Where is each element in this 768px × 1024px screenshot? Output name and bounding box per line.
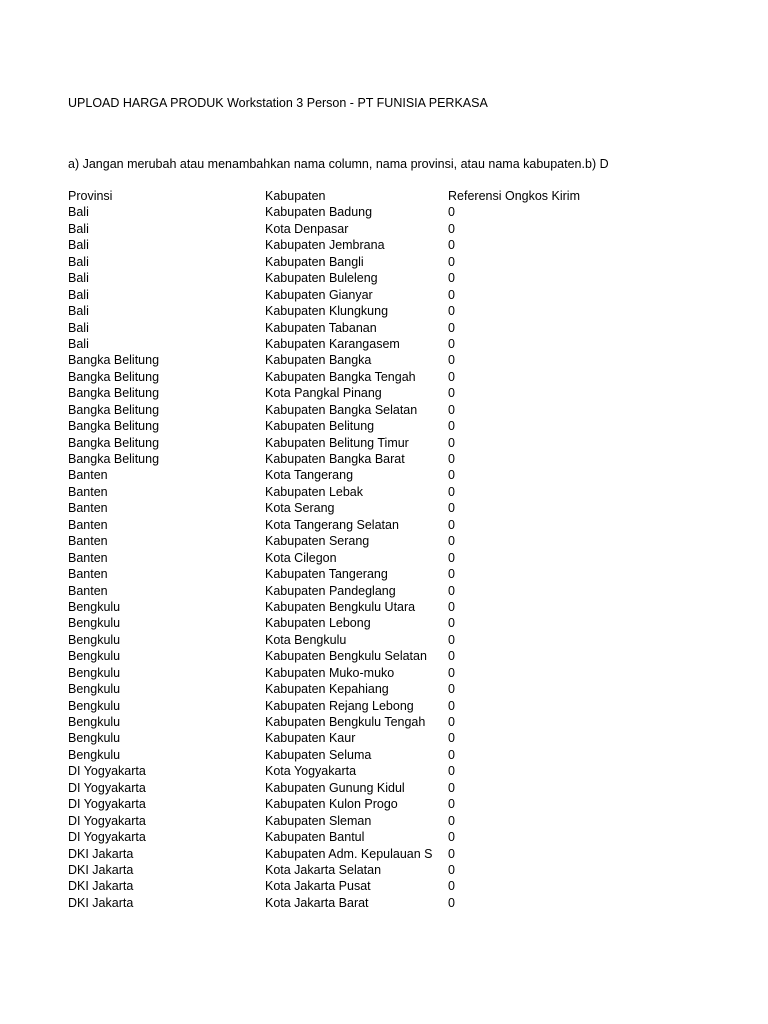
cell-provinsi: Bengkulu [68,698,121,713]
cell-ongkos-kirim: 0 [448,353,455,368]
cell-kabupaten: Kabupaten Bengkulu Tengah [265,715,426,729]
cell-provinsi: Bali [68,238,89,253]
cell-ongkos-kirim: 0 [448,336,455,351]
cell-ongkos-kirim: 0 [448,517,455,532]
table-row [68,484,608,500]
cell-kabupaten: Kabupaten Pandeglang [265,583,396,598]
cell-kabupaten: Kabupaten Bangka Barat [265,452,405,466]
cell-ongkos-kirim: 0 [448,830,455,845]
cell-provinsi: Banten [68,534,108,549]
table-row [68,681,608,697]
shipping-table [68,188,608,911]
cell-provinsi: Bengkulu [68,665,121,680]
table-row [68,369,608,385]
cell-ongkos-kirim: 0 [448,649,455,664]
cell-ongkos-kirim: 0 [448,304,455,319]
cell-ongkos-kirim: 0 [448,780,455,795]
cell-ongkos-kirim: 0 [448,402,455,417]
instruction-note: a) Jangan merubah atau menambahkan nama column, nama provinsi, atau nama kabupaten.b) D [68,157,609,171]
table-row [68,648,608,664]
cell-provinsi: DKI Jakarta [68,846,134,861]
cell-kabupaten: Kabupaten Bengkulu Utara [265,599,416,614]
table-row [68,632,608,648]
cell-kabupaten: Kabupaten Bangli [265,254,364,269]
table-row [68,599,608,615]
cell-provinsi: Bengkulu [68,649,121,664]
cell-ongkos-kirim: 0 [448,682,455,697]
table-row [68,336,608,352]
cell-provinsi: Bali [68,336,89,351]
table-row [68,517,608,533]
cell-ongkos-kirim: 0 [448,221,455,236]
cell-kabupaten: Kabupaten Gunung Kidul [265,780,405,795]
cell-ongkos-kirim: 0 [448,468,455,483]
cell-provinsi: DKI Jakarta [68,879,134,894]
cell-provinsi: DI Yogyakarta [68,797,146,812]
cell-ongkos-kirim: 0 [448,550,455,565]
cell-ongkos-kirim: 0 [448,254,455,269]
cell-ongkos-kirim: 0 [448,484,455,499]
cell-provinsi: Bali [68,320,89,335]
cell-kabupaten: Kota Denpasar [265,221,349,236]
cell-provinsi: Bangka Belitung [68,435,160,450]
table-header-row [68,188,608,204]
document-title: UPLOAD HARGA PRODUK Workstation 3 Person - PT FUNISIA PERKASA [68,96,488,110]
cell-kabupaten: Kabupaten Bangka [265,353,372,368]
cell-ongkos-kirim: 0 [448,534,455,549]
cell-ongkos-kirim: 0 [448,665,455,680]
cell-kabupaten: Kabupaten Kepahiang [265,682,389,697]
header-kabupaten: Kabupaten [265,189,326,203]
table-row [68,730,608,746]
cell-kabupaten: Kota Bengkulu [265,632,347,647]
cell-kabupaten: Kota Cilegon [265,550,337,565]
table-row [68,435,608,451]
table-row [68,878,608,894]
table-row [68,895,608,911]
cell-kabupaten: Kabupaten Rejang Lebong [265,698,414,713]
table-row [68,698,608,714]
cell-ongkos-kirim: 0 [448,567,455,582]
cell-kabupaten: Kota Yogyakarta [265,764,357,779]
cell-kabupaten: Kabupaten Serang [265,534,370,549]
cell-kabupaten: Kabupaten Bangka Tengah [265,369,416,384]
cell-provinsi: Bengkulu [68,616,121,631]
cell-kabupaten: Kabupaten Adm. Kepulauan S [265,846,433,861]
table-row [68,747,608,763]
table-row [68,550,608,566]
cell-kabupaten: Kota Serang [265,501,335,516]
cell-provinsi: Banten [68,468,108,483]
cell-ongkos-kirim: 0 [448,698,455,713]
cell-ongkos-kirim: 0 [448,599,455,614]
cell-kabupaten: Kota Pangkal Pinang [265,386,382,401]
cell-kabupaten: Kabupaten Buleleng [265,271,378,286]
cell-kabupaten: Kabupaten Tangerang [265,567,388,582]
cell-provinsi: Bengkulu [68,632,121,647]
cell-provinsi: DKI Jakarta [68,862,134,877]
cell-kabupaten: Kabupaten Muko-muko [265,665,395,680]
cell-ongkos-kirim: 0 [448,238,455,253]
cell-ongkos-kirim: 0 [448,747,455,762]
cell-ongkos-kirim: 0 [448,271,455,286]
cell-provinsi: Banten [68,484,108,499]
table-row [68,566,608,582]
cell-kabupaten: Kabupaten Badung [265,205,373,220]
cell-kabupaten: Kabupaten Belitung [265,419,375,434]
table-row [68,287,608,303]
cell-ongkos-kirim: 0 [448,879,455,894]
cell-provinsi: Bangka Belitung [68,386,160,401]
cell-kabupaten: Kabupaten Seluma [265,747,372,762]
cell-ongkos-kirim: 0 [448,731,455,746]
table-row [68,451,608,467]
table-body [68,204,608,911]
cell-kabupaten: Kota Jakarta Pusat [265,879,371,894]
table-row [68,467,608,483]
table-row [68,402,608,418]
cell-provinsi: Bangka Belitung [68,369,160,384]
cell-provinsi: Banten [68,517,108,532]
cell-provinsi: Bali [68,271,89,286]
cell-kabupaten: Kabupaten Lebong [265,616,371,631]
cell-provinsi: Bali [68,304,89,319]
cell-ongkos-kirim: 0 [448,369,455,384]
table-row [68,254,608,270]
table-row [68,763,608,779]
cell-kabupaten: Kota Tangerang Selatan [265,517,399,532]
table-row [68,237,608,253]
cell-ongkos-kirim: 0 [448,501,455,516]
cell-provinsi: Bali [68,205,89,220]
cell-ongkos-kirim: 0 [448,895,455,910]
table-row [68,846,608,862]
cell-provinsi: Banten [68,583,108,598]
cell-ongkos-kirim: 0 [448,452,455,466]
cell-provinsi: DI Yogyakarta [68,830,146,845]
cell-provinsi: Bangka Belitung [68,419,160,434]
cell-ongkos-kirim: 0 [448,205,455,220]
cell-kabupaten: Kabupaten Kulon Progo [265,797,398,812]
cell-kabupaten: Kabupaten Bangka Selatan [265,402,418,417]
table-row [68,780,608,796]
table-row [68,418,608,434]
cell-ongkos-kirim: 0 [448,813,455,828]
cell-provinsi: Bali [68,254,89,269]
cell-provinsi: Bengkulu [68,715,121,729]
cell-ongkos-kirim: 0 [448,419,455,434]
cell-ongkos-kirim: 0 [448,715,455,729]
table-row [68,352,608,368]
cell-kabupaten: Kota Tangerang [265,468,354,483]
cell-provinsi: DI Yogyakarta [68,780,146,795]
table-row [68,500,608,516]
cell-ongkos-kirim: 0 [448,583,455,598]
cell-provinsi: Banten [68,567,108,582]
cell-provinsi: Banten [68,550,108,565]
cell-provinsi: Bengkulu [68,747,121,762]
cell-provinsi: Bengkulu [68,599,121,614]
cell-provinsi: DKI Jakarta [68,895,134,910]
cell-kabupaten: Kabupaten Kaur [265,731,356,746]
header-provinsi: Provinsi [68,189,113,203]
table-row [68,270,608,286]
cell-provinsi: Banten [68,501,108,516]
cell-ongkos-kirim: 0 [448,320,455,335]
table-row [68,221,608,237]
cell-kabupaten: Kabupaten Bengkulu Selatan [265,649,427,664]
header-ongkos-kirim: Referensi Ongkos Kirim [448,189,580,203]
cell-kabupaten: Kabupaten Klungkung [265,304,389,319]
cell-ongkos-kirim: 0 [448,862,455,877]
table-row [68,615,608,631]
cell-kabupaten: Kota Jakarta Selatan [265,862,382,877]
cell-ongkos-kirim: 0 [448,386,455,401]
cell-provinsi: Bali [68,221,89,236]
cell-kabupaten: Kabupaten Belitung Timur [265,435,409,450]
cell-kabupaten: Kabupaten Gianyar [265,287,373,302]
table-row [68,204,608,220]
cell-kabupaten: Kabupaten Karangasem [265,336,400,351]
table-row [68,320,608,336]
cell-kabupaten: Kabupaten Tabanan [265,320,377,335]
table-row [68,813,608,829]
cell-ongkos-kirim: 0 [448,632,455,647]
table-row [68,796,608,812]
table-row [68,714,608,730]
cell-ongkos-kirim: 0 [448,797,455,812]
cell-kabupaten: Kabupaten Sleman [265,813,372,828]
cell-provinsi: Bengkulu [68,731,121,746]
table-row [68,583,608,599]
cell-provinsi: Bangka Belitung [68,452,160,466]
cell-provinsi: Bangka Belitung [68,402,160,417]
table-row [68,303,608,319]
cell-provinsi: DI Yogyakarta [68,764,146,779]
table-row [68,385,608,401]
cell-ongkos-kirim: 0 [448,287,455,302]
cell-kabupaten: Kabupaten Bantul [265,830,365,845]
table-row [68,862,608,878]
cell-ongkos-kirim: 0 [448,764,455,779]
cell-kabupaten: Kabupaten Jembrana [265,238,385,253]
table-row [68,665,608,681]
cell-provinsi: Bengkulu [68,682,121,697]
table-row [68,829,608,845]
cell-kabupaten: Kota Jakarta Barat [265,895,369,910]
cell-provinsi: Bangka Belitung [68,353,160,368]
cell-provinsi: Bali [68,287,89,302]
cell-ongkos-kirim: 0 [448,435,455,450]
cell-provinsi: DI Yogyakarta [68,813,146,828]
table-row [68,533,608,549]
cell-ongkos-kirim: 0 [448,846,455,861]
cell-kabupaten: Kabupaten Lebak [265,484,364,499]
cell-ongkos-kirim: 0 [448,616,455,631]
